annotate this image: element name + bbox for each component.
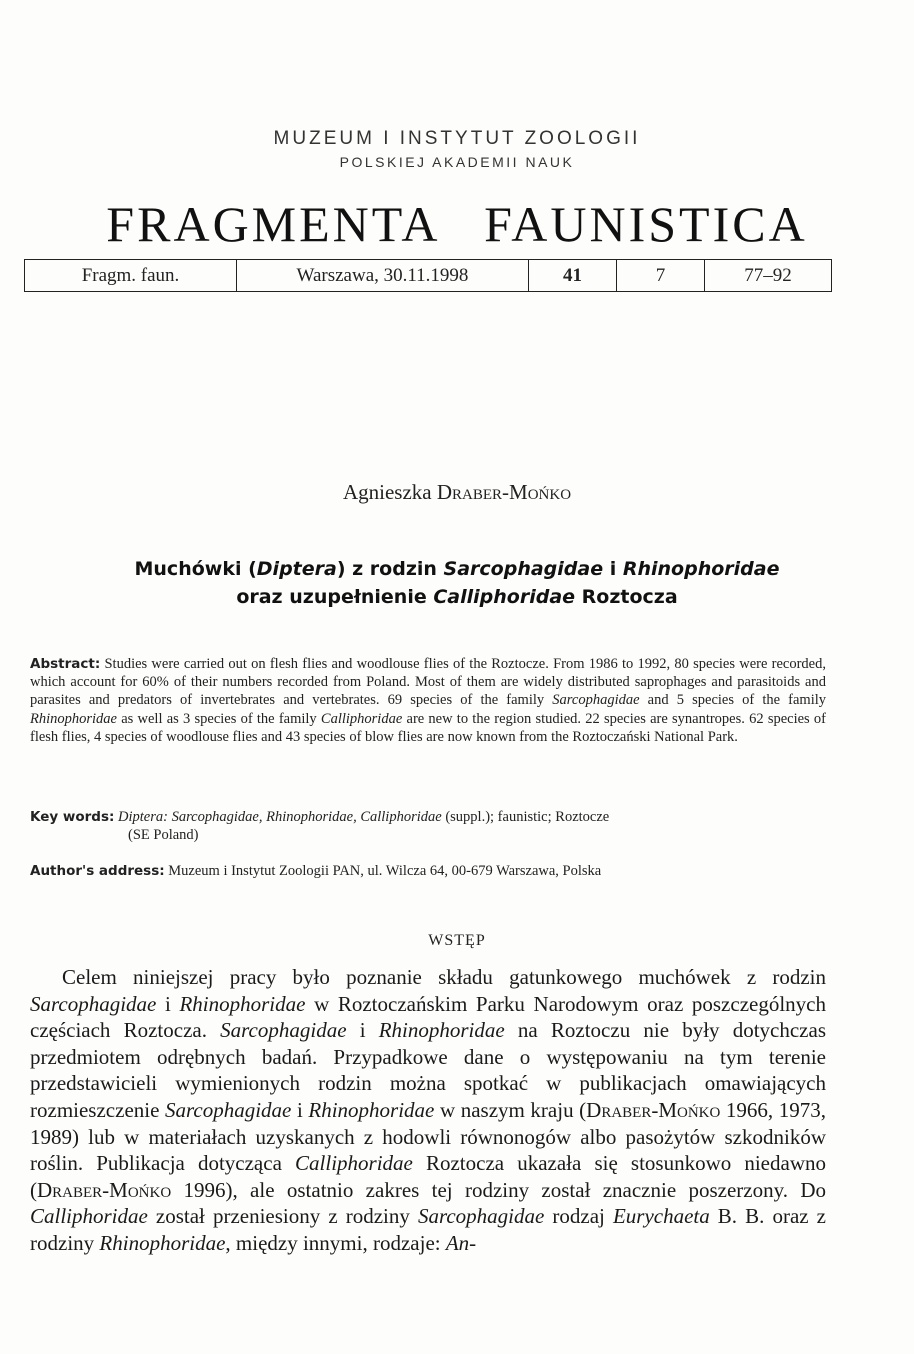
title-text: i: [603, 558, 623, 580]
body-text: Celem niniejszej pracy było poznanie składu gatunkowego muchówek z rodzin: [62, 965, 826, 989]
academy-name: POLSKIEJ AKADEMII NAUK: [339, 154, 575, 170]
abstract-text: are new to the region studied. 22 species are synantropes. 62 species of flesh flies, 4 species of woodlouse flies and 43 species of blow flies are now known from the Roztoczański National Park.: [30, 710, 826, 745]
body-taxon: Eurychaeta: [612, 1204, 710, 1229]
address-text: Muzeum i Instytut Zoologii PAN, ul. Wilcza 64, 00-679 Warszawa, Polska: [164, 863, 602, 879]
publication-meta-table: [24, 259, 832, 292]
body-taxon: Sarcophagidae: [220, 1018, 347, 1043]
body-taxon: Rhinophoridae: [378, 1018, 505, 1043]
body-text: 1966, 1973, 1989) lub w materiałach uzyskanych z hodowli równonogów albo pasożytów szkodników roślin. Publikacja dotycząca: [30, 1097, 826, 1176]
publisher-name: MUZEUM I INSTYTUT ZOOLOGII: [273, 128, 641, 149]
keywords-label: Key words:: [30, 809, 115, 825]
keywords-taxon: Diptera:: [118, 809, 168, 825]
body-taxon: Calliphoridae: [295, 1151, 413, 1176]
journal-title: [0, 195, 914, 253]
body-taxon: Rhinophoridae: [308, 1097, 435, 1122]
address-paragraph: [30, 862, 826, 880]
keywords-text: (SE Poland): [128, 827, 199, 844]
title-text: ) z rodzin: [336, 558, 444, 580]
abstract-label: Abstract:: [30, 656, 101, 672]
article-title: [0, 555, 914, 611]
body-text: i: [346, 1018, 379, 1043]
body-text: w Roztoczańskim Parku Narodowym oraz poszczególnych częściach Roztocza.: [30, 991, 826, 1043]
meta-issue: 7: [617, 260, 705, 291]
author-given-name: Agnieszka: [342, 480, 432, 504]
title-text: Roztocza: [575, 586, 678, 608]
body-text: , między innymi, rodzaje:: [225, 1230, 446, 1255]
abstract-text: as well as 3 species of the family: [117, 710, 321, 727]
title-taxon: Calliphoridae: [433, 586, 576, 608]
address-label: Author's address:: [30, 863, 165, 879]
abstract-paragraph: [30, 655, 826, 746]
title-text: Muchówki (: [134, 558, 257, 580]
abstract-taxon: Rhinophoridae: [30, 710, 117, 727]
meta-pages: 77–92: [744, 264, 792, 286]
abstract-text: Studies were carried out on flesh flies and woodlouse flies of the Roztocze. From 1986 to 1992, 80 species were recorded, which account for 60% of their numbers recorded from Poland. Most of them are widely distributed saprophages and parasitoids and parasites and predators of invertebrates and vertebrates. 69 species of the family: [30, 656, 826, 709]
meta-abbrev: Fragm. faun.: [25, 260, 237, 291]
title-taxon: Rhinophoridae: [622, 558, 780, 580]
body-text: w naszym kraju (: [434, 1097, 587, 1122]
keywords-paragraph: [30, 808, 826, 844]
article-title-line-2: [0, 583, 914, 611]
abstract-text: and 5 species of the family: [639, 692, 827, 709]
body-text: i: [291, 1097, 309, 1122]
body-taxon: Sarcophagidae: [30, 991, 157, 1016]
abstract-taxon: Sarcophagidae: [552, 692, 640, 709]
author-name: [0, 480, 914, 505]
body-text: i: [156, 991, 180, 1016]
body-taxon: Sarcophagidae: [165, 1097, 292, 1122]
body-text: Roztocza ukazała się stosunkowo niedawno (: [30, 1151, 826, 1202]
body-taxon: Rhinophoridae: [99, 1230, 226, 1255]
section-heading: WSTĘP: [428, 932, 486, 949]
journal-title-word-2: FAUNISTICA: [484, 196, 808, 252]
body-taxon: An-: [445, 1230, 477, 1255]
body-text: na Roztoczu nie były dotychczas przedmiotem odrębnych badań. Przypadkowe dane o występowaniu na tym terenie przedstawicieli wymienionych rodzin można spotkać w publikacjach omawiających rozmieszczenie: [30, 1018, 826, 1122]
keywords-taxon: Sarcophagidae, Rhinophoridae, Calliphoridae: [171, 809, 442, 825]
keywords-text: (suppl.); faunistic; Roztocze: [441, 809, 610, 825]
title-text: oraz uzupełnienie: [236, 586, 434, 608]
body-text: 1996), ale ostatnio zakres tej rodziny został znacznie poszerzony. Do: [171, 1177, 826, 1202]
body-cited-author: Draber-Mońko: [586, 1097, 721, 1122]
meta-place-date: Warszawa, 30.11.1998: [237, 260, 529, 291]
body-taxon: Rhinophoridae: [179, 991, 306, 1016]
abstract-taxon: Calliphoridae: [320, 710, 403, 727]
title-taxon: Sarcophagidae: [443, 558, 604, 580]
journal-title-word-1: FRAGMENTA: [106, 196, 438, 252]
body-taxon: Calliphoridae: [30, 1204, 148, 1229]
body-text: rodzaj: [544, 1204, 613, 1229]
meta-volume: 41: [529, 260, 617, 291]
body-taxon: Sarcophagidae: [417, 1204, 545, 1229]
author-surname: Draber-Mońko: [436, 480, 572, 504]
body-paragraph: [30, 964, 826, 1257]
body-text: B. B. oraz z rodziny: [30, 1204, 826, 1255]
article-title-line-1: [0, 555, 914, 583]
title-taxon: Diptera: [256, 558, 337, 580]
body-cited-author: Draber-Mońko: [37, 1177, 172, 1202]
body-text: został przeniesiony z rodziny: [147, 1204, 418, 1229]
